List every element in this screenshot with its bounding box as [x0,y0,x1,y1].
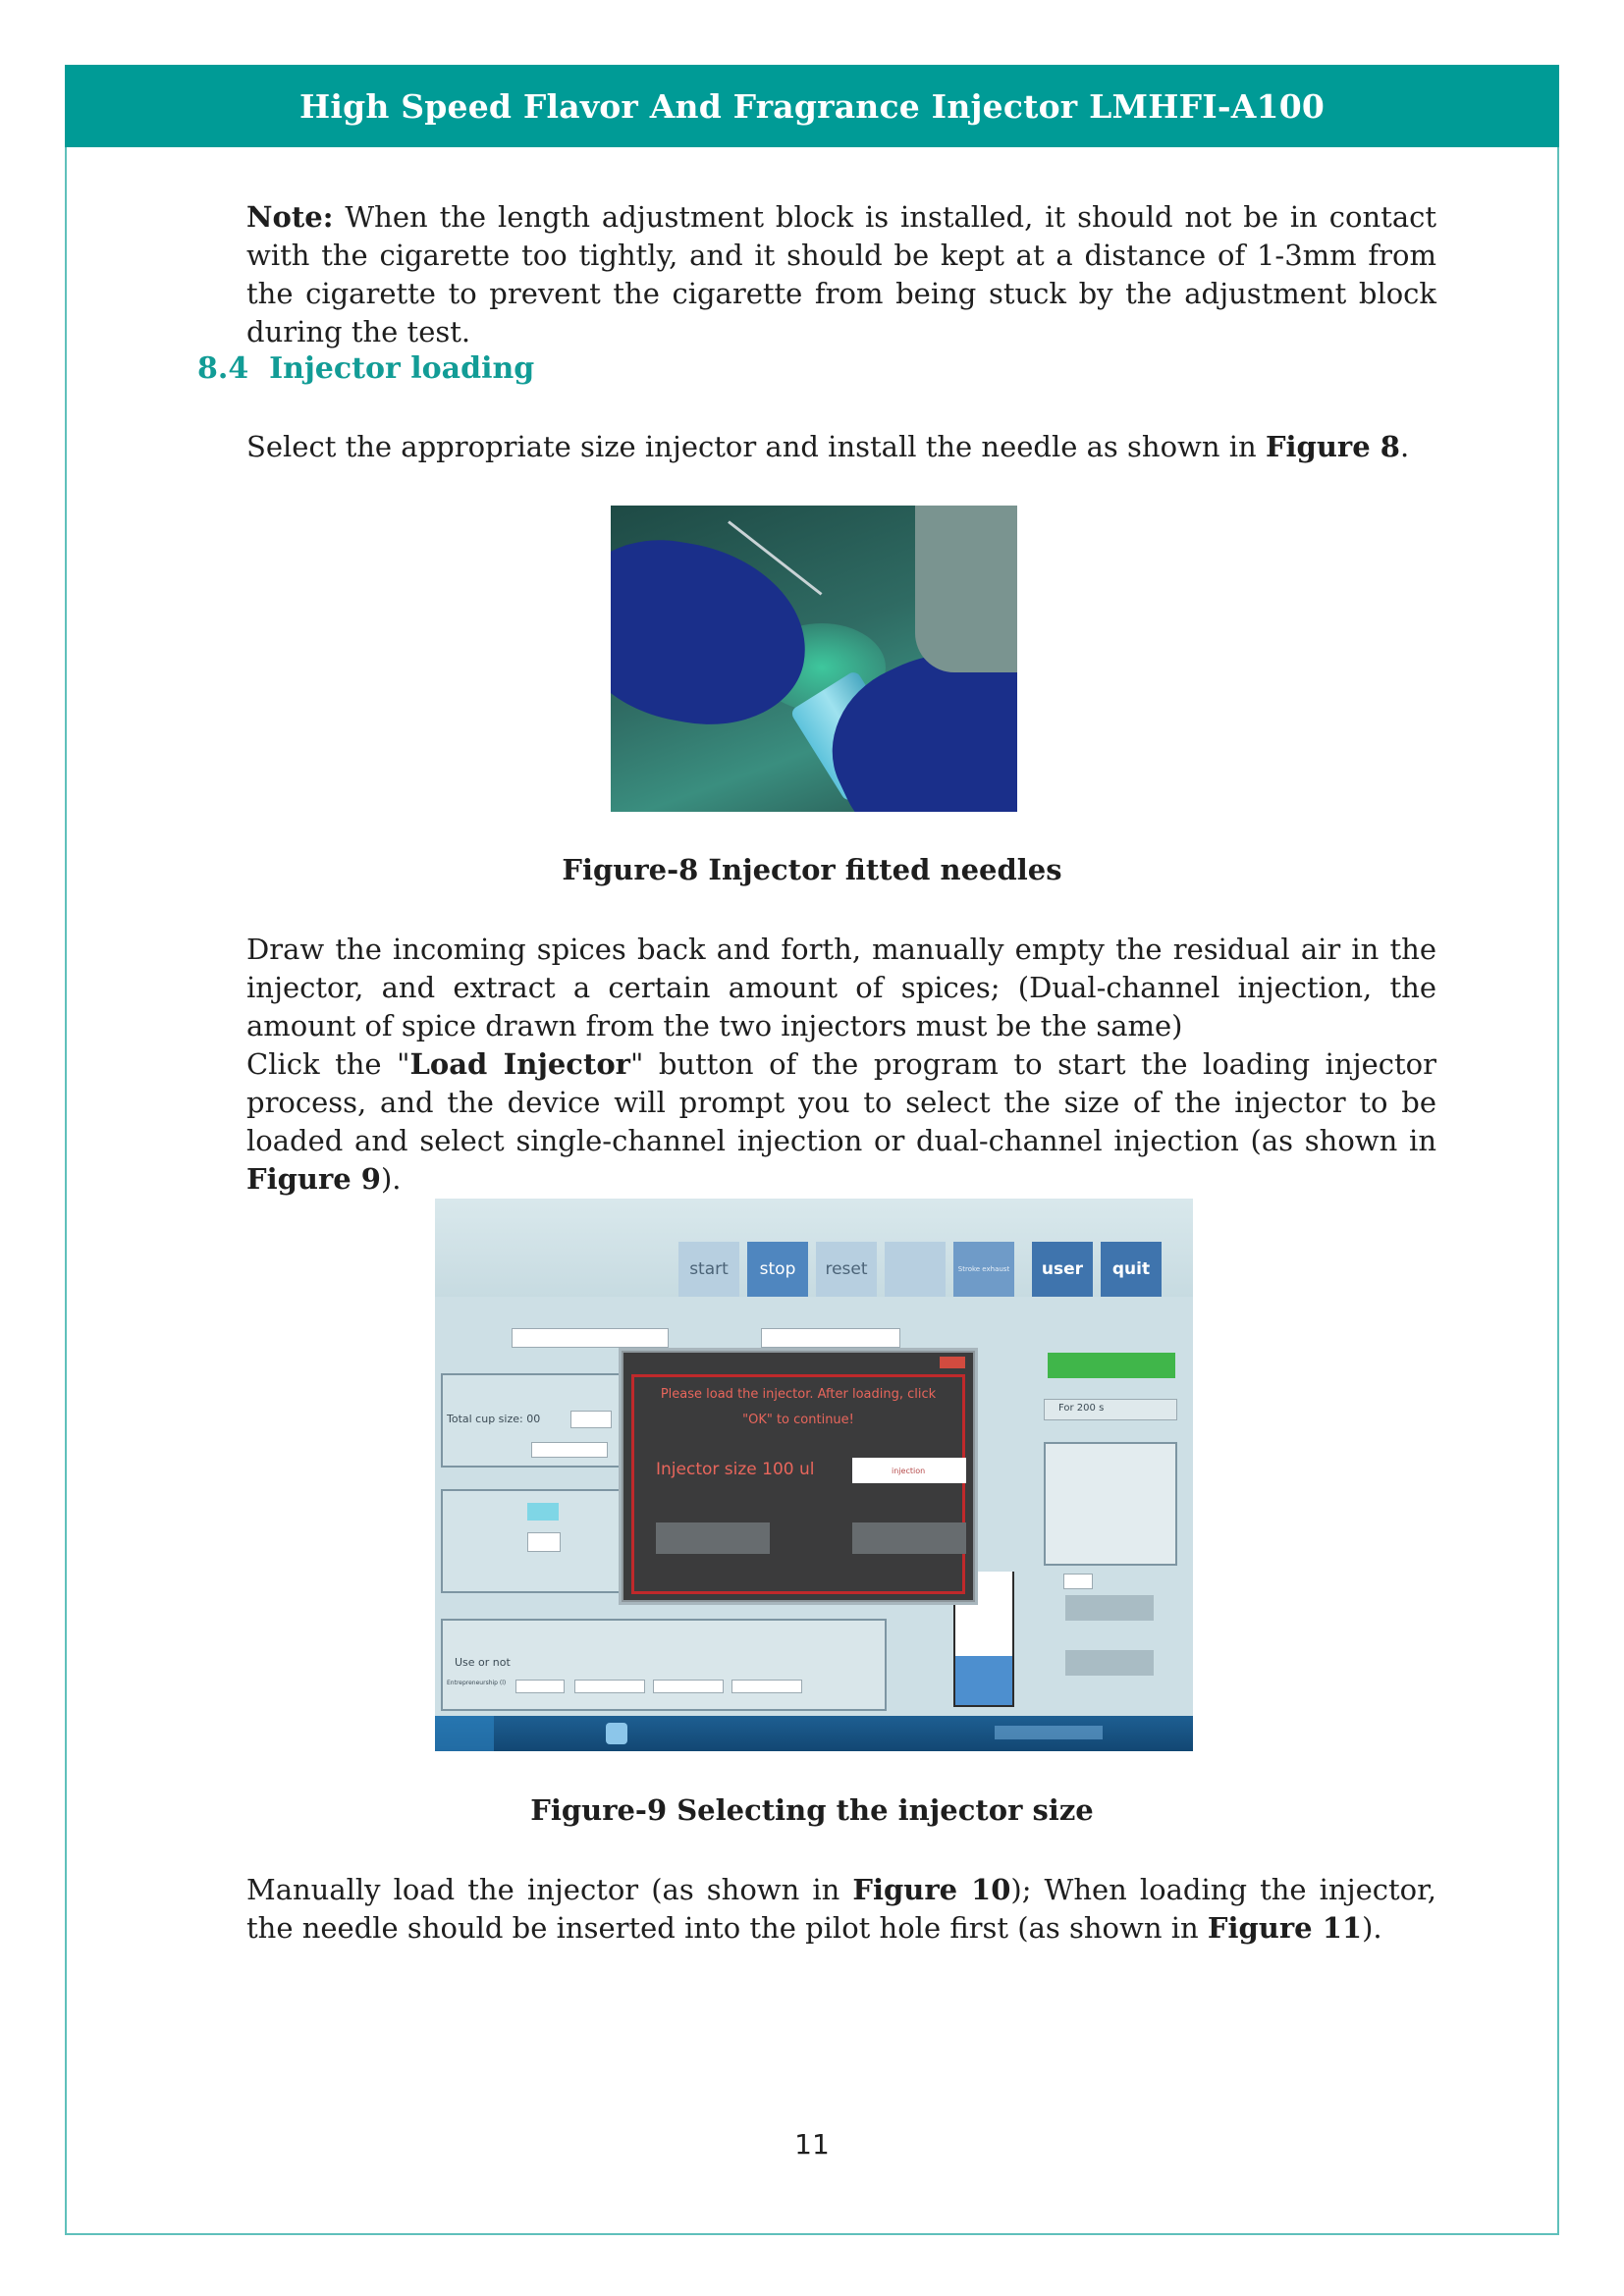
stop-button: stop [747,1242,808,1297]
injector-size-label: Injector size 100 ul [656,1460,815,1479]
dropdown-a [512,1328,669,1348]
table-field-1 [515,1680,565,1693]
table-field-2 [574,1680,645,1693]
page-header [65,65,1559,147]
figure-9-reference: Figure 9 [246,1162,381,1196]
cup-select [570,1411,612,1428]
section-title: Injector loading [269,351,535,386]
status-indicator [1048,1353,1175,1378]
tray-icons [995,1726,1103,1739]
quit-button: quit [1101,1242,1162,1297]
dialog-close-icon [940,1357,965,1368]
note-text: When the length adjustment block is installed, it should not be in contact with the cigarette too tightly, and it should be kept at a distance of 1-3mm from the cigarette to prevent the cigarette from being stuck by the adjustment block during the test. [246,200,1436,348]
left-glove [611,526,821,741]
load-injector-dialog [622,1351,975,1602]
gray-button-a [1065,1595,1154,1621]
dropdown-b [761,1328,900,1348]
use-or-not-label: Use or not [455,1656,511,1669]
dialog-ok-button [656,1522,770,1554]
dialog-body [631,1374,965,1594]
figure-8-reference: Figure 8 [1265,430,1400,463]
reset-button: reset [816,1242,877,1297]
figure-8-caption: Figure-8 Injector fitted needles [562,853,1062,886]
page-number: 11 [794,2128,830,2161]
user-button: user [1032,1242,1093,1297]
channel-panel [441,1489,622,1593]
taskbar-app-icon [606,1723,627,1744]
windows-taskbar [435,1716,1193,1751]
table-field-4 [731,1680,802,1693]
select-paragraph [246,428,1436,466]
section-heading [197,351,534,386]
dialog-message-line-1: Please load the injector. After loading, click [660,1387,937,1402]
select-end: . [1399,430,1410,463]
figure-9-screenshot [435,1199,1193,1751]
manual-text-b: ); When loading the injector, the needle should be inserted into the pilot hole first (as shown in [246,1873,1436,1945]
figure-11-reference: Figure 11 [1207,1911,1363,1945]
table-panel [441,1619,887,1711]
small-field [1063,1574,1093,1589]
click-end: ). [380,1162,402,1196]
start-orb [435,1716,494,1751]
channel-indicator [527,1503,559,1521]
total-cup-label: Total cup size: 00 [447,1413,541,1425]
cup-panel [441,1373,622,1468]
stroke-exhaust-button: Stroke exhaust [953,1242,1014,1297]
figure-8-photo [611,506,1017,812]
click-text-b: " button of the program to start the loading injector process, and the device will prompt you to select the size of the injector to be loaded and select single-channel injection or dual-channel injection (as shown in [246,1047,1437,1157]
blank-button [885,1242,946,1297]
timer-label: For 200 s [1058,1403,1105,1414]
figure-9-caption: Figure-9 Selecting the injector size [530,1793,1094,1827]
channel-field [527,1532,561,1552]
injector-type-select: injection [852,1458,966,1483]
manual-end: ). [1362,1911,1382,1945]
table-field-3 [653,1680,724,1693]
gray-button-b [1065,1650,1154,1676]
manual-text-a: Manually load the injector (as shown in [246,1873,853,1906]
cup-field [531,1442,608,1458]
section-number: 8.4 [197,351,249,386]
sleeve [915,506,1017,672]
dialog-message-line-2: "OK" to continue! [742,1413,854,1427]
manual-load-paragraph [246,1871,1436,1948]
note-label: Note: [246,200,334,234]
click-text-a: Click the " [246,1047,410,1081]
entrepreneurship-label: Entrepreneurship (l) [447,1680,507,1686]
vial-fill [955,1656,1012,1705]
dialog-cancel-button [852,1522,966,1554]
figure-10-reference: Figure 10 [852,1873,1011,1906]
click-paragraph [246,1045,1436,1199]
timer-field [1044,1399,1177,1420]
start-button: start [678,1242,739,1297]
document-title: High Speed Flavor And Fragrance Injector LMHFI-A100 [298,86,1326,126]
note-paragraph [246,198,1436,351]
draw-paragraph: Draw the incoming spices back and forth, manually empty the residual air in the injector, and extract a certain amount of spices; (Dual-channel injection, the amount of spice drawn from the two injectors must be the same) [246,933,1436,1042]
load-injector-name: Load Injector [409,1047,630,1081]
select-text: Select the appropriate size injector and install the needle as shown in [246,430,1266,463]
preview-panel [1044,1442,1177,1566]
